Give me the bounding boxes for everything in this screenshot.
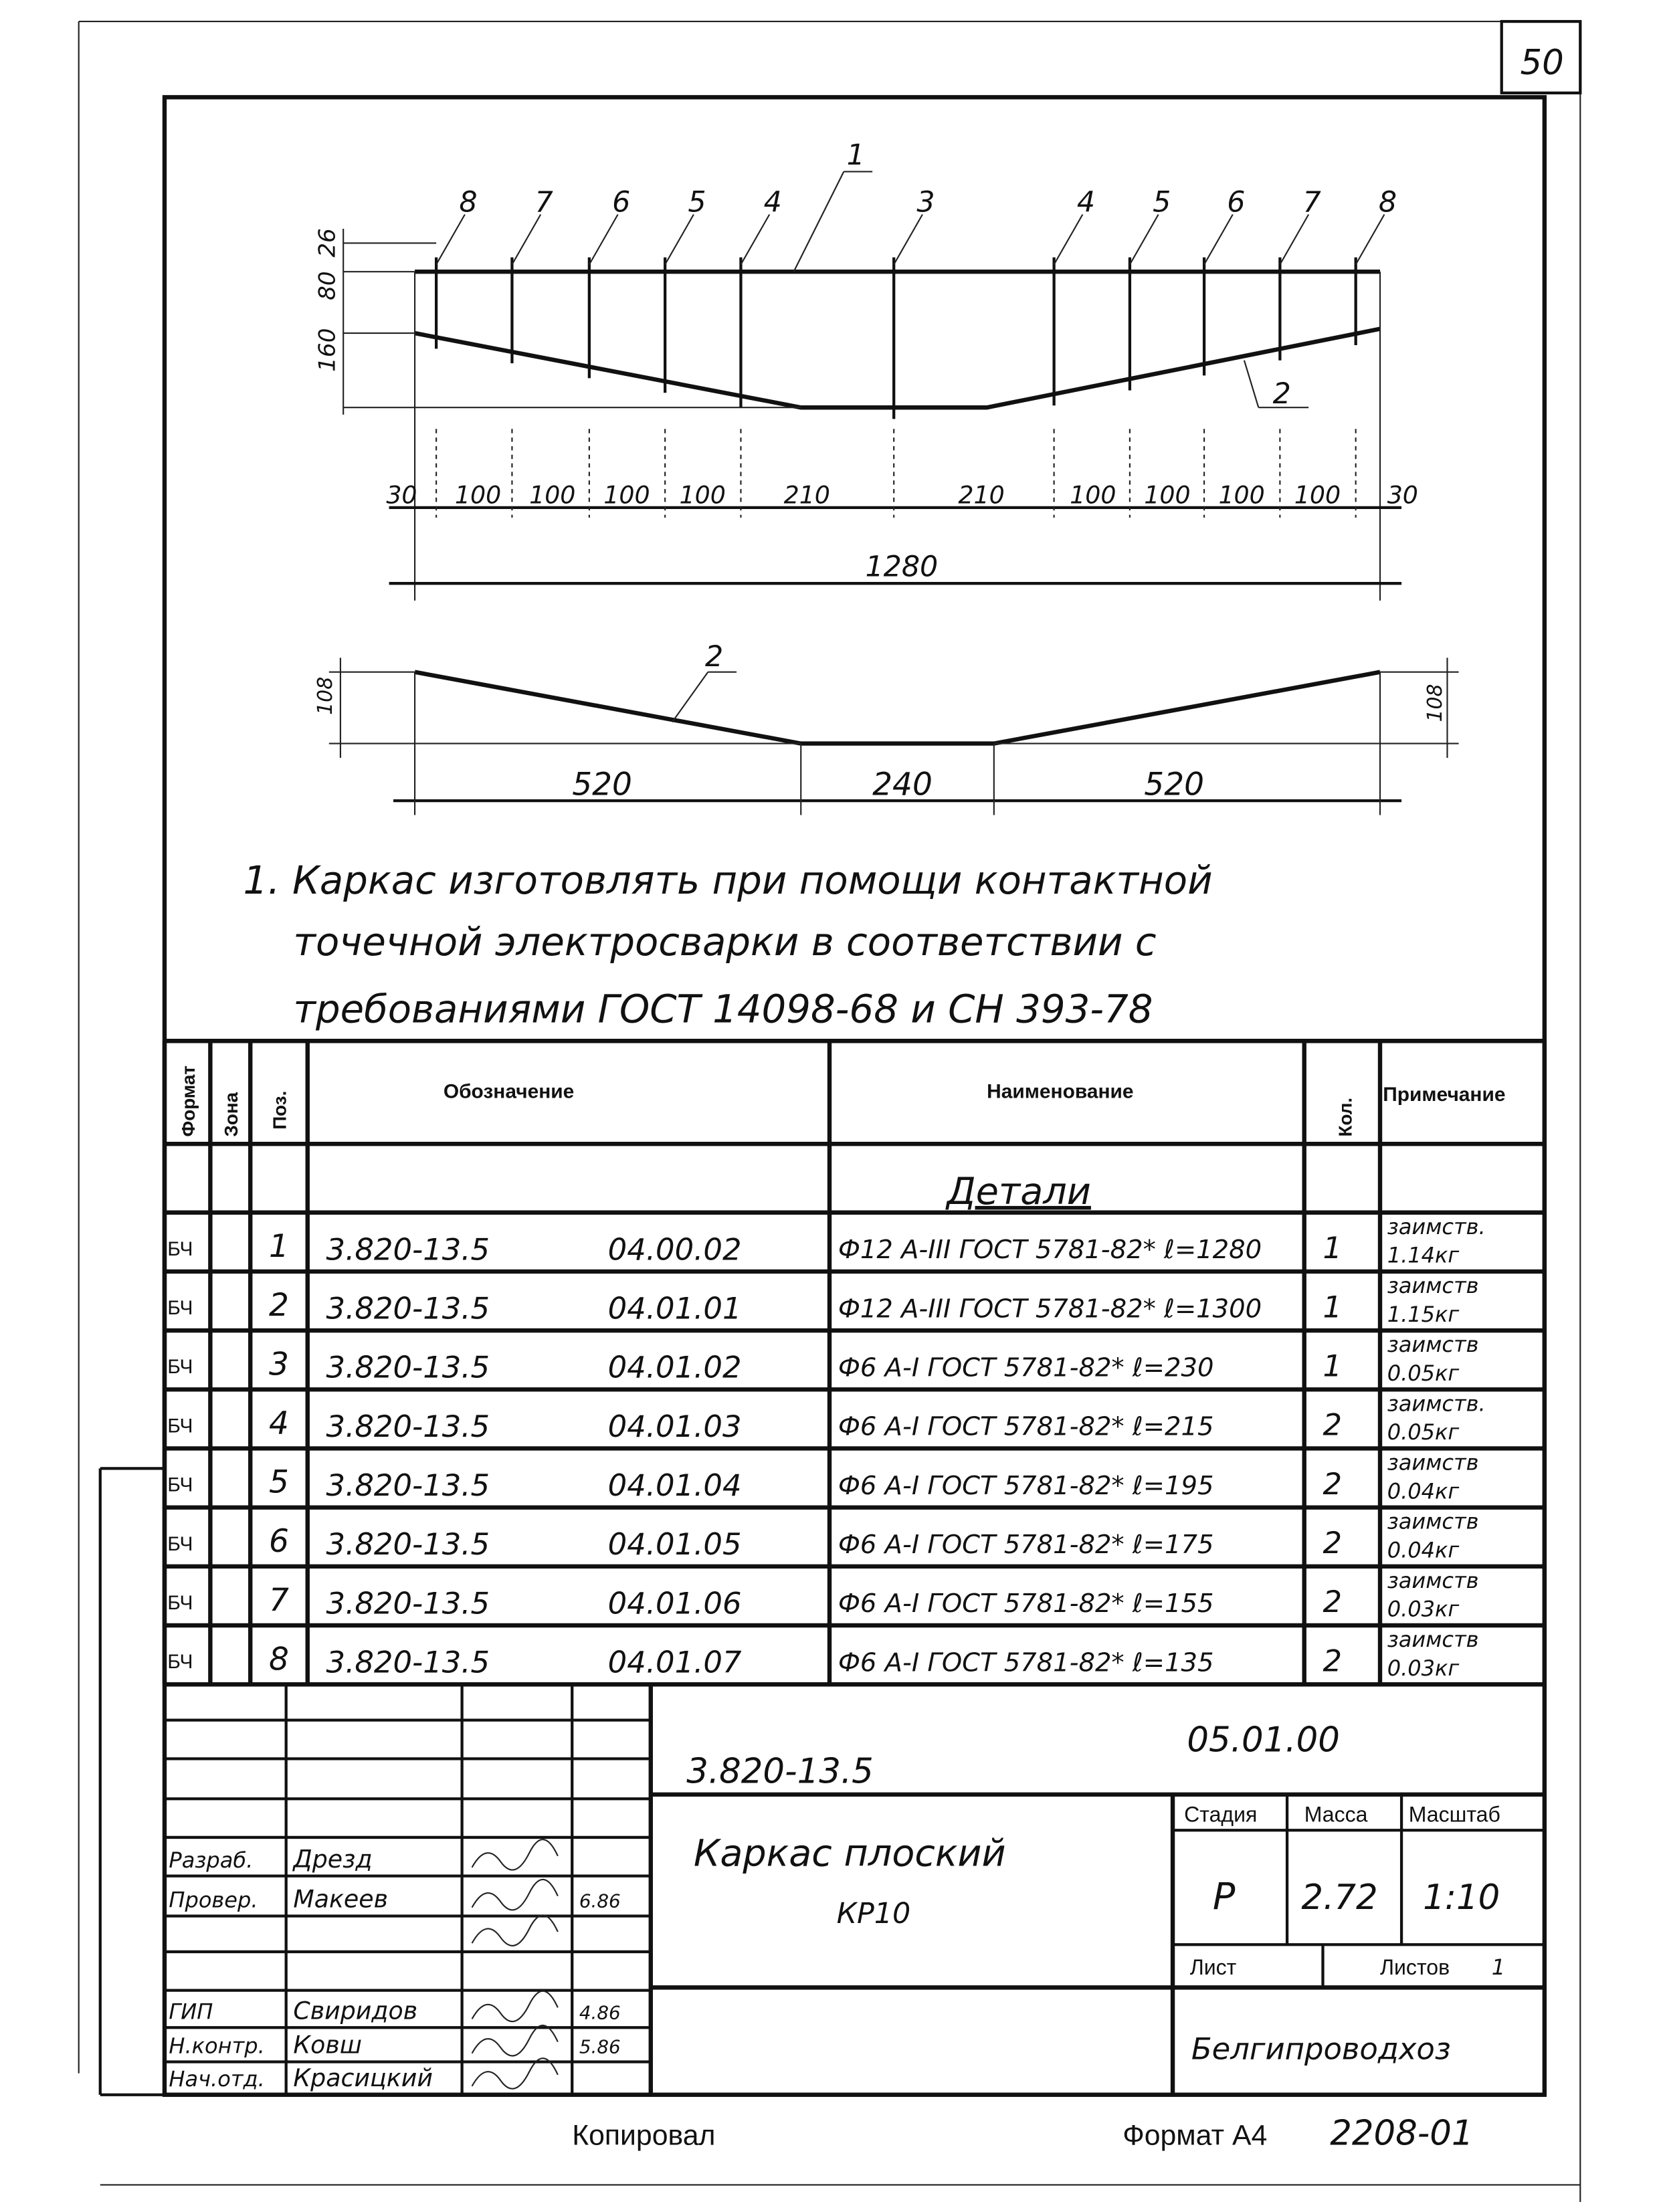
mass-value: 2.72 — [1301, 1877, 1378, 1918]
signature-name: Ковш — [293, 2030, 363, 2059]
table-row — [167, 1509, 1478, 1563]
cell-designation: 3.820-13.5 — [326, 1290, 490, 1326]
position-label: 8 — [1378, 185, 1397, 219]
cell-note: заимств. — [1387, 1213, 1486, 1239]
cell-pos: 1 — [269, 1228, 289, 1266]
dim-right: 520 — [1144, 766, 1205, 803]
table-row — [167, 1273, 1478, 1327]
bent-bar-2 — [415, 329, 1380, 408]
document-code: 2208-01 — [1330, 2113, 1474, 2154]
signature-row — [169, 2058, 557, 2092]
spacing-dim: 100 — [1070, 480, 1116, 510]
sheet-number: 50 — [1520, 43, 1564, 84]
signature-date: 4.86 — [579, 2001, 621, 2024]
cell-name: Ф6 А-I ГОСТ 5781-82* ℓ=135 — [838, 1647, 1214, 1678]
cell-name: Ф6 А-I ГОСТ 5781-82* ℓ=155 — [838, 1589, 1214, 1619]
signature-row — [169, 2025, 620, 2059]
position-label: 6 — [1227, 185, 1246, 219]
stage-value: Р — [1212, 1874, 1236, 1918]
signature-role: Разраб. — [169, 1847, 254, 1873]
cell-note-mass: 0.05кг — [1387, 1360, 1460, 1386]
cell-qty: 2 — [1323, 1466, 1343, 1502]
cell-pos: 4 — [269, 1405, 289, 1442]
cell-name: Ф6 А-I ГОСТ 5781-82* ℓ=215 — [838, 1411, 1214, 1442]
cell-note-mass: 0.04кг — [1387, 1478, 1460, 1504]
cell-note: заимств — [1387, 1508, 1479, 1534]
header-qty: Кол. — [1335, 1097, 1356, 1137]
cell-designation-suffix: 04.01.07 — [607, 1644, 742, 1680]
signature-role: ГИП — [169, 1999, 213, 2025]
left-height-dim: 108 — [314, 676, 338, 715]
organization: Белгипроводхоз — [1191, 2031, 1451, 2067]
signature-row — [169, 1839, 557, 1874]
cell-pos: 6 — [269, 1522, 289, 1560]
cell-pos: 5 — [269, 1464, 289, 1501]
cell-note: заимств — [1387, 1567, 1479, 1593]
signature-date: 5.86 — [579, 2035, 621, 2058]
position-label: 6 — [612, 185, 631, 219]
spacing-dim: 210 — [958, 480, 1005, 510]
header-designation: Обозначение — [443, 1080, 575, 1103]
cell-qty: 2 — [1323, 1584, 1343, 1620]
table-row — [167, 1627, 1478, 1681]
spacing-dim: 30 — [1387, 480, 1418, 510]
cell-qty: 2 — [1323, 1407, 1343, 1443]
frame-elevation-drawing — [314, 138, 1418, 601]
bar-label-2: 2 — [705, 640, 724, 674]
cell-designation: 3.820-13.5 — [326, 1468, 490, 1504]
cell-note: заимств — [1387, 1449, 1479, 1476]
drawing-subtitle: КР10 — [836, 1897, 911, 1931]
total-length-dim: 1280 — [865, 550, 939, 584]
table-row — [167, 1568, 1478, 1622]
cell-format: БЧ — [167, 1415, 193, 1437]
signature-row — [472, 1915, 558, 1946]
scale-value: 1:10 — [1423, 1877, 1500, 1918]
cell-note: заимств — [1387, 1627, 1479, 1653]
cell-designation: 3.820-13.5 — [326, 1585, 490, 1621]
cell-designation: 3.820-13.5 — [326, 1526, 490, 1563]
spacing-dim: 100 — [1294, 480, 1341, 510]
cell-format: БЧ — [167, 1237, 193, 1260]
signature-row — [169, 1991, 620, 2025]
cell-designation: 3.820-13.5 — [326, 1408, 490, 1444]
handwritten-signature — [472, 2025, 558, 2056]
header-format: Формат — [177, 1065, 199, 1137]
title-block — [165, 1684, 1545, 2095]
format-label: Формат А4 — [1123, 2119, 1268, 2152]
position-label: 3 — [916, 185, 935, 219]
header-zone: Зона — [220, 1092, 241, 1137]
note-line: требованиями ГОСТ 14098-68 и СН 393-78 — [293, 986, 1153, 1032]
vertical-dim: 26 — [314, 228, 341, 258]
cell-note-mass: 0.04кг — [1387, 1537, 1460, 1563]
cell-qty: 1 — [1323, 1348, 1343, 1384]
cell-note: заимств — [1387, 1273, 1479, 1299]
cell-qty: 2 — [1323, 1643, 1343, 1679]
sheets-value: 1 — [1491, 1954, 1506, 1981]
vertical-dim: 160 — [314, 328, 341, 372]
signature-role: Провер. — [169, 1887, 258, 1913]
position-label: 7 — [1302, 185, 1321, 219]
section-details: Детали — [947, 1169, 1091, 1213]
handwritten-signature — [472, 1915, 558, 1946]
signature-role: Н.контр. — [169, 2033, 265, 2059]
spacing-dim: 100 — [1144, 480, 1191, 510]
spacing-dim: 30 — [386, 480, 417, 510]
position-label: 4 — [1076, 185, 1096, 219]
handwritten-signature — [472, 1991, 558, 2022]
signature-name: Красицкий — [293, 2063, 433, 2092]
cell-format: БЧ — [167, 1651, 193, 1674]
bar-label-2: 2 — [1272, 377, 1291, 411]
table-row — [167, 1332, 1478, 1386]
cell-pos: 8 — [269, 1641, 289, 1678]
cell-note: заимств — [1387, 1332, 1479, 1358]
cell-designation-suffix: 04.01.02 — [607, 1349, 742, 1385]
cell-name: Ф6 А-I ГОСТ 5781-82* ℓ=195 — [838, 1470, 1214, 1501]
mass-label: Масса — [1304, 1802, 1368, 1827]
cell-pos: 3 — [269, 1346, 289, 1383]
cell-designation-suffix: 04.01.05 — [607, 1526, 742, 1563]
cell-note: заимств. — [1387, 1391, 1486, 1417]
dim-left: 520 — [572, 766, 632, 803]
designation: 3.820-13.5 — [686, 1751, 874, 1792]
handwritten-signature — [472, 1880, 558, 1910]
cell-format: БЧ — [167, 1532, 193, 1555]
cell-note-mass: 1.15кг — [1387, 1301, 1460, 1327]
cell-designation: 3.820-13.5 — [326, 1231, 490, 1268]
right-height-dim: 108 — [1423, 684, 1447, 722]
signature-name: Макеев — [293, 1884, 389, 1914]
cell-designation-suffix: 04.00.02 — [607, 1231, 742, 1268]
cell-name: Ф6 А-I ГОСТ 5781-82* ℓ=230 — [838, 1352, 1214, 1383]
cell-pos: 7 — [269, 1582, 289, 1619]
cell-note-mass: 0.03кг — [1387, 1596, 1460, 1622]
cell-qty: 1 — [1323, 1230, 1343, 1266]
cell-designation-suffix: 04.01.04 — [607, 1468, 742, 1504]
cell-note-mass: 0.05кг — [1387, 1419, 1460, 1445]
signature-name: Свиридов — [293, 1996, 418, 2025]
table-row — [167, 1391, 1485, 1445]
designation-suffix: 05.01.00 — [1187, 1720, 1340, 1761]
specification-table — [165, 1041, 1545, 1684]
cell-pos: 2 — [269, 1287, 289, 1324]
spacing-dim: 100 — [1218, 480, 1265, 510]
cell-format: БЧ — [167, 1591, 193, 1614]
note-line: точечной электросварки в соответствии с — [293, 918, 1157, 965]
cell-name: Ф6 А-I ГОСТ 5781-82* ℓ=175 — [838, 1530, 1214, 1561]
cell-designation-suffix: 04.01.06 — [607, 1585, 742, 1621]
cell-designation-suffix: 04.01.01 — [607, 1290, 742, 1326]
position-label: 1 — [846, 138, 865, 172]
cell-note-mass: 1.14кг — [1387, 1242, 1460, 1268]
spacing-dim: 100 — [454, 480, 502, 510]
signature-name: Дрезд — [293, 1844, 373, 1874]
cell-format: БЧ — [167, 1297, 193, 1320]
header-note: Примечание — [1383, 1084, 1506, 1106]
drawing-title: Каркас плоский — [693, 1831, 1006, 1876]
cell-designation: 3.820-13.5 — [326, 1644, 490, 1680]
dim-middle: 240 — [872, 766, 933, 803]
notes — [243, 858, 1213, 1031]
spacing-dim: 100 — [679, 480, 726, 510]
handwritten-signature — [472, 1839, 558, 1870]
cell-qty: 2 — [1323, 1525, 1343, 1561]
sheets-label: Листов — [1380, 1955, 1450, 1980]
spacing-dim: 100 — [603, 480, 650, 510]
spacing-dim: 210 — [783, 480, 830, 510]
header-name: Наименование — [987, 1080, 1134, 1103]
signature-role: Нач.отд. — [169, 2066, 265, 2092]
cell-name: Ф12 А-III ГОСТ 5781-82* ℓ=1280 — [838, 1235, 1262, 1266]
cell-qty: 1 — [1323, 1289, 1343, 1325]
stage-label: Стадия — [1184, 1802, 1258, 1827]
copied-label: Копировал — [572, 2119, 716, 2152]
header-pos: Поз. — [269, 1090, 290, 1130]
cell-note-mass: 0.03кг — [1387, 1655, 1460, 1681]
cell-name: Ф12 А-III ГОСТ 5781-82* ℓ=1300 — [838, 1294, 1262, 1324]
vertical-dim: 80 — [314, 271, 341, 300]
spacing-dim: 100 — [529, 480, 576, 510]
bent-bar-detail-drawing — [314, 640, 1458, 815]
signature-date: 6.86 — [579, 1890, 621, 1912]
signature-row — [169, 1880, 620, 1914]
cell-designation: 3.820-13.5 — [326, 1349, 490, 1385]
position-label: 7 — [534, 185, 553, 219]
scale-label: Масштаб — [1408, 1802, 1500, 1827]
sheet-label: Лист — [1189, 1955, 1237, 1980]
cell-designation-suffix: 04.01.03 — [607, 1408, 742, 1444]
note-line: 1. Каркас изготовлять при помощи контактной — [243, 858, 1213, 904]
position-label: 4 — [763, 185, 782, 219]
position-label: 8 — [459, 185, 478, 219]
table-row — [167, 1450, 1478, 1504]
table-row — [167, 1214, 1485, 1268]
cell-format: БЧ — [167, 1474, 193, 1496]
position-label: 5 — [1153, 185, 1171, 219]
cell-format: БЧ — [167, 1356, 193, 1379]
position-label: 5 — [688, 185, 706, 219]
